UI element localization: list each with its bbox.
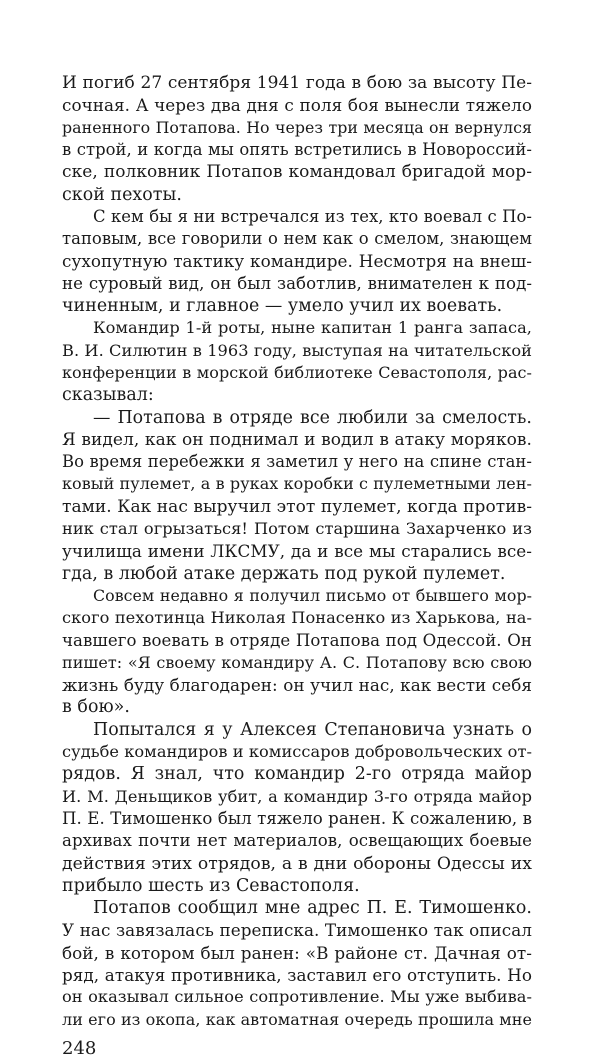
text-line: — Потапова в отряде все любили за смелость. bbox=[93, 407, 532, 428]
text-line: училища имени ЛКСМУ, да и все мы старались все- bbox=[62, 541, 532, 562]
text-line: таповым, все говорили о нем как о смелом, знающем bbox=[62, 229, 532, 249]
text-line: действия этих отрядов, а в дни обороны Одессы их bbox=[62, 853, 532, 874]
text-line: С кем бы я ни встречался из тех, кто воевал с По- bbox=[93, 206, 532, 226]
text-line: ске, полковник Потапов командовал бригадой мор- bbox=[62, 162, 532, 183]
text-line: жизнь буду благодарен: он учил нас, как вести себя bbox=[62, 675, 532, 696]
text-line: чиненным, и главное — умело учил их воевать. bbox=[62, 296, 503, 316]
text-line: конференции в морской библиотеке Севастополя, рас- bbox=[62, 362, 532, 382]
text-line: в бою». bbox=[62, 697, 130, 718]
text-line: И. М. Деньщиков убит, а командир 3-го отряда майор bbox=[62, 786, 532, 806]
text-line: тами. Как нас выручил этот пулемет, когда против- bbox=[62, 496, 532, 517]
text-line: пишет: «Я своему командиру А. С. Потапову всю свою bbox=[62, 652, 532, 672]
text-line: раненного Потапова. Но через три месяца он вернулся bbox=[62, 117, 532, 137]
text-line: Попытался я у Алексея Степановича узнать о bbox=[93, 719, 532, 740]
page-number: 248 bbox=[62, 1037, 97, 1059]
text-line: ковый пулемет, а в руках коробки с пулеметными лен- bbox=[62, 474, 532, 494]
text-line: ской пехоты. bbox=[62, 184, 182, 205]
text-line: ряд, атакуя противника, заставил его отступить. Но bbox=[62, 965, 532, 985]
text-line: ник стал огрызаться! Потом старшина Захарченко из bbox=[62, 519, 532, 538]
text-line: не суровый вид, он был заботлив, внимателен к под- bbox=[62, 273, 532, 293]
text-line: сочная. А через два дня с поля боя вынесли тяжело bbox=[62, 95, 532, 116]
text-line: сказывал: bbox=[62, 385, 154, 406]
text-line: прибыло шесть из Севастополя. bbox=[62, 875, 360, 896]
text-line: П. Е. Тимошенко был тяжело ранен. К сожалению, в bbox=[62, 808, 532, 828]
text-line: чавшего воевать в отряде Потапова под Одессой. Он bbox=[62, 630, 532, 650]
text-line: архивах почти нет материалов, освещающих боевые bbox=[62, 831, 532, 851]
text-line: Я видел, как он поднимал и водил в атаку моряков. bbox=[62, 429, 532, 450]
text-line: У нас завязалась переписка. Тимошенко так описал bbox=[62, 920, 532, 941]
text-line: Во время перебежки я заметил у него на спине стан- bbox=[62, 452, 532, 472]
text-line: Потапов сообщил мне адрес П. Е. Тимошенко. bbox=[93, 898, 532, 919]
text-line: в строй, и когда мы опять встретились в Новороссий- bbox=[62, 139, 532, 159]
text-line: И погиб 27 сентября 1941 года в бою за высоту Пе- bbox=[62, 73, 532, 93]
text-line: рядов. Я знал, что командир 2-го отряда майор bbox=[62, 764, 532, 785]
text-line: В. И. Силютин в 1963 году, выступая на читательской bbox=[62, 340, 532, 360]
text-line: Командир 1-й роты, ныне капитан 1 ранга запаса, bbox=[93, 318, 532, 338]
text-line: Совсем недавно я получил письмо от бывшего мор- bbox=[93, 585, 532, 605]
text-line: сухопутную тактику командире. Несмотря на внеш- bbox=[62, 251, 532, 272]
text-line: он оказывал сильное сопротивление. Мы уже выбива- bbox=[62, 987, 532, 1007]
text-line: судьбе командиров и комиссаров добровольческих от- bbox=[62, 742, 532, 761]
text-line: гда, в любой атаке держать под рукой пулемет. bbox=[62, 563, 506, 584]
text-line: ли его из окопа, как автоматная очередь прошила мне bbox=[62, 1009, 532, 1029]
text-line: бой, в котором был ранен: «В районе ст. Дачная от- bbox=[62, 942, 532, 963]
text-line: ского пехотинца Николая Понасенко из Харькова, на- bbox=[62, 608, 532, 628]
